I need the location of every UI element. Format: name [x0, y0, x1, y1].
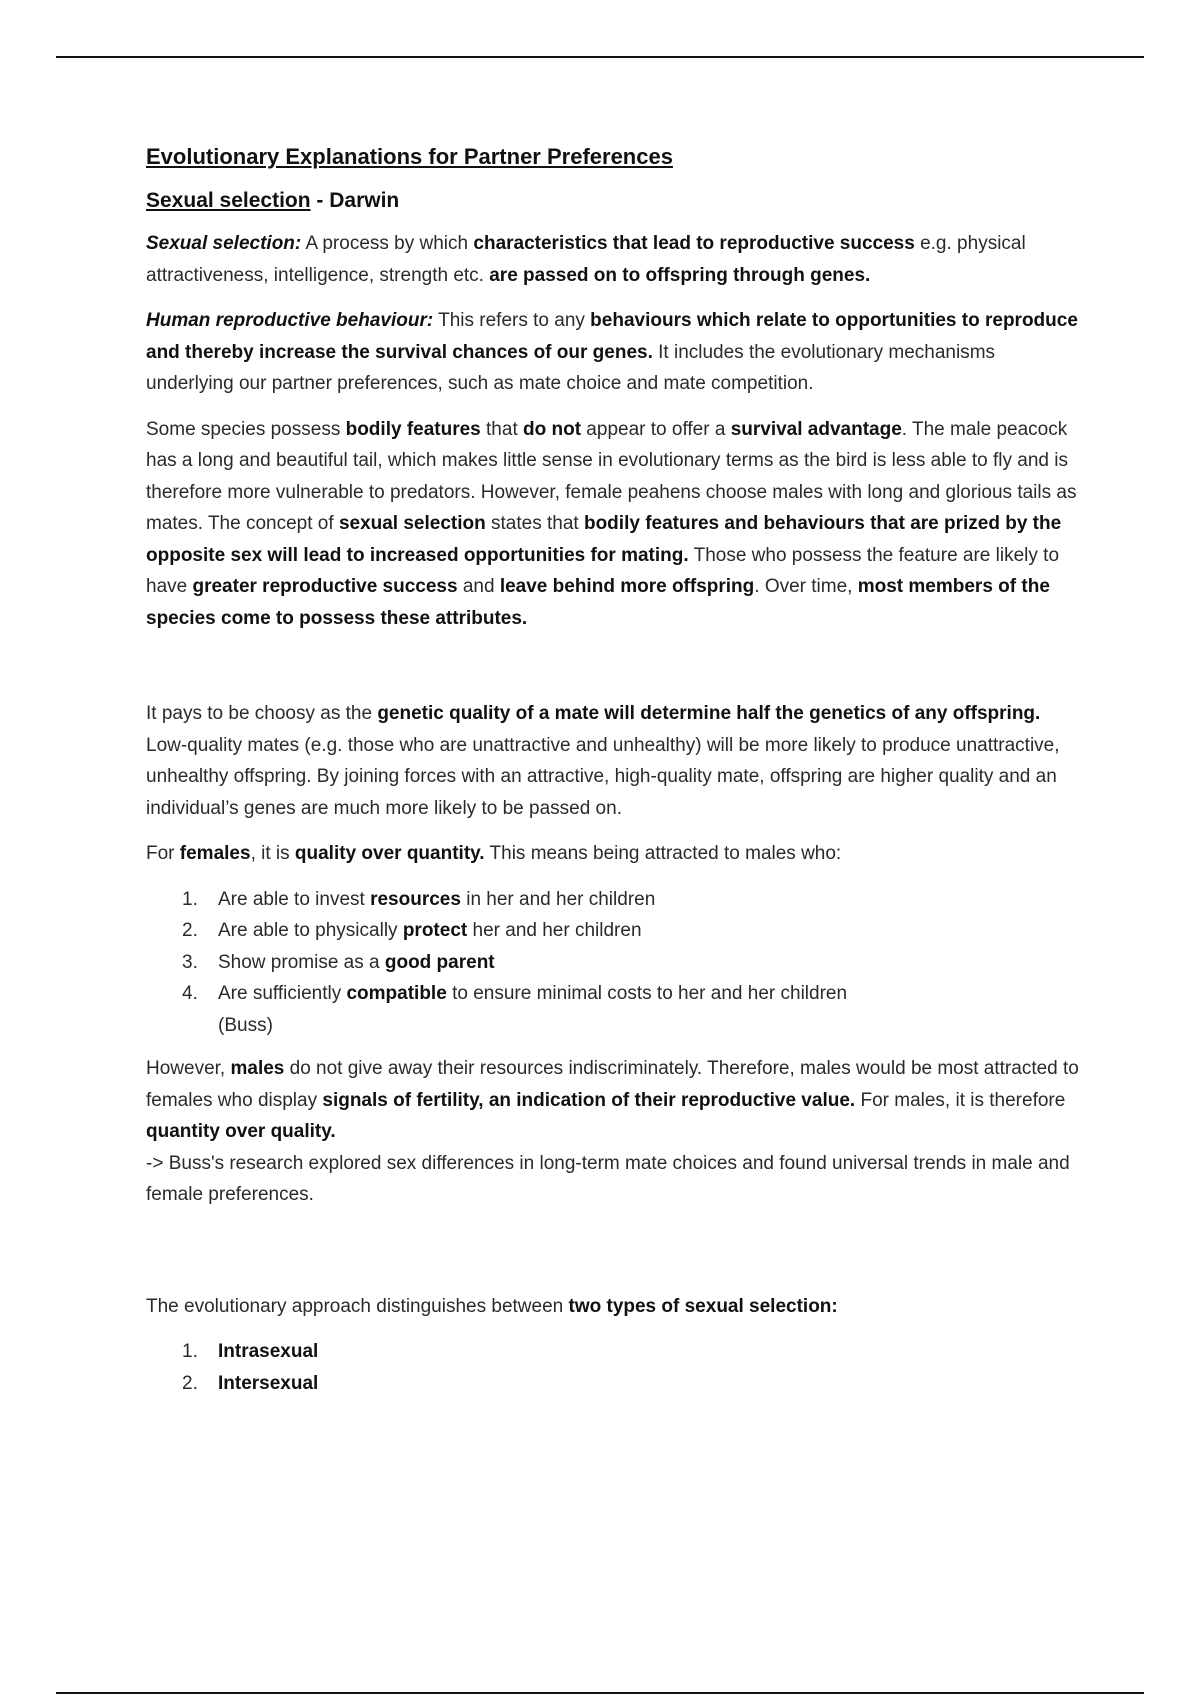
list-number: 1.	[182, 888, 198, 910]
bottom-rule	[56, 1692, 1144, 1694]
spacer	[146, 648, 1086, 698]
human-reproductive-behaviour-definition	[146, 305, 1086, 400]
list-item	[146, 978, 1086, 1041]
bold-text: leave behind more offspring	[499, 576, 755, 597]
citation: (Buss)	[218, 1014, 273, 1036]
section-heading-author: - Darwin	[310, 189, 400, 212]
bold-text: do not	[523, 418, 582, 440]
text: and	[457, 576, 500, 597]
bold-text: two types of sexual selection:	[568, 1295, 838, 1317]
bold-text: quantity over quality.	[146, 1121, 336, 1142]
females-paragraph	[146, 838, 1086, 870]
bold-text: greater reproductive success	[192, 576, 458, 597]
sexual-selection-definition	[146, 228, 1086, 291]
selection-types-list	[146, 1336, 1086, 1399]
text: A process by which	[301, 233, 474, 254]
text: e.g. physical attractiveness, intelligence, strength etc.	[146, 233, 1026, 286]
text: For males, it is therefore	[855, 1089, 1066, 1111]
choosy-paragraph	[146, 698, 1086, 824]
section-heading	[146, 186, 1086, 216]
list-item	[146, 947, 1086, 979]
peacock-paragraph	[146, 414, 1086, 635]
text: , it is	[250, 843, 295, 864]
bold-text: protect	[402, 920, 468, 941]
list-number: 1.	[182, 1341, 198, 1362]
types-paragraph	[146, 1291, 1086, 1323]
text: Are sufficiently	[218, 983, 347, 1004]
text: do not give away their resources indiscriminately. Therefore, males would be most attracted to females who display	[146, 1058, 1079, 1111]
bold-text: Intersexual	[218, 1372, 319, 1394]
bold-text: good parent	[384, 951, 495, 973]
bold-text: Intrasexual	[218, 1341, 319, 1362]
bold-text: sexual selection	[338, 513, 486, 534]
female-preferences-list	[146, 884, 1086, 1042]
text: in her and her children	[460, 888, 656, 910]
top-rule	[56, 56, 1144, 58]
bold-text: males	[230, 1058, 285, 1079]
bold-text: compatible	[346, 983, 447, 1004]
list-number: 3.	[182, 951, 198, 973]
list-number: 4.	[182, 983, 198, 1004]
bold-text: signals of fertility, an indication of their reproductive value.	[322, 1089, 856, 1111]
text: . The male peacock has a long and beautiful tail, which makes little sense in evolutionary terms as the bird is less able to fly and is therefore more vulnerable to predators. However, female peahens choose males with long and glorious tails as mates. The concept of	[146, 418, 1077, 534]
text: Show promise as a	[218, 951, 385, 973]
list-item	[146, 1368, 1086, 1400]
text: Those who possess the feature are likely to have	[146, 544, 1060, 597]
text: that	[480, 418, 523, 440]
males-paragraph	[146, 1053, 1086, 1211]
bold-text: bodily features and behaviours that are prized by the opposite sex will lead to increased opportunities for mating.	[146, 513, 1062, 566]
text: It includes the evolutionary mechanisms underlying our partner preferences, such as mate choice and mate competition.	[146, 341, 996, 394]
bold-text: characteristics that lead to reproductive success	[473, 233, 915, 254]
spacer	[146, 1225, 1086, 1291]
buss-research-note: -> Buss's research explored sex differences in long-term mate choices and found universal trends in male and female preferences.	[146, 1152, 1070, 1205]
bold-text: resources	[370, 888, 461, 910]
definition-label: Sexual selection:	[146, 233, 302, 254]
list-number: 2.	[182, 920, 198, 941]
text: Some species possess	[146, 418, 346, 440]
text: This means being attracted to males who:	[484, 843, 842, 864]
list-item	[146, 915, 1086, 947]
text: However,	[146, 1058, 231, 1079]
text: appear to offer a	[581, 418, 731, 440]
bold-text: females	[179, 843, 251, 864]
text: Low-quality mates (e.g. those who are unattractive and unhealthy) will be more likely to produce unattractive, unhealthy offspring. By joining forces with an attractive, high-quality mate, offspring are higher quality and an individual’s genes are much more likely to be passed on.	[146, 734, 1060, 819]
bold-text: bodily features	[345, 418, 481, 440]
text: The evolutionary approach distinguishes between	[146, 1295, 569, 1317]
list-item	[146, 1336, 1086, 1368]
text: For	[146, 843, 180, 864]
page-title: Evolutionary Explanations for Partner Preferences	[146, 144, 673, 169]
bold-text: survival advantage	[730, 418, 902, 440]
text: Are able to physically	[218, 920, 403, 941]
text: to ensure minimal costs to her and her children	[446, 983, 848, 1004]
text: It pays to be choosy as the	[146, 703, 378, 724]
text: Are able to invest	[218, 888, 371, 910]
list-item	[146, 884, 1086, 916]
bold-text: behaviours which relate to opportunities to reproduce and thereby increase the survival chances of our genes.	[146, 310, 1078, 363]
bold-text: most members of the species come to possess these attributes.	[146, 576, 1050, 629]
document-body	[146, 142, 1086, 1411]
section-heading-main: Sexual selection	[146, 189, 311, 212]
bold-text: quality over quantity.	[294, 843, 485, 864]
bold-text: are passed on to offspring through genes.	[489, 264, 871, 286]
definition-label: Human reproductive behaviour:	[146, 310, 434, 331]
text: . Over time,	[754, 576, 858, 597]
text: This refers to any	[433, 310, 591, 331]
list-number: 2.	[182, 1372, 198, 1394]
text: states that	[485, 513, 584, 534]
bold-text: genetic quality of a mate will determine half the genetics of any offspring.	[377, 703, 1041, 724]
text: her and her children	[467, 920, 642, 941]
